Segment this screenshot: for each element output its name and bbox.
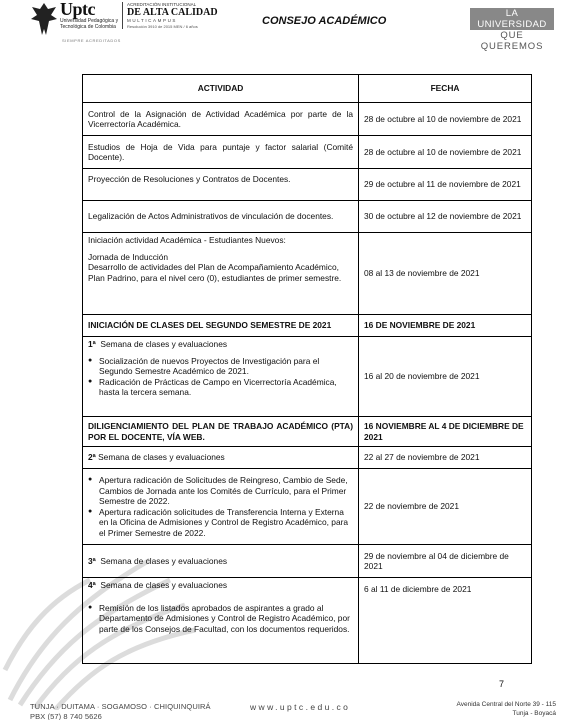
date-cell: 28 de octubre al 10 de noviembre de 2021	[359, 103, 532, 136]
date-cell: 29 de noviembre al 04 de diciembre de 2021	[359, 545, 532, 578]
table-row	[83, 201, 532, 233]
table-row	[83, 233, 532, 315]
slogan-line-2: QUE QUEREMOS	[480, 30, 544, 52]
table-row	[83, 169, 532, 201]
university-logo	[60, 0, 124, 30]
bullet-item: ● Remisión de los listados aprobados de aspirantes a grado al Departamento de Admisiones y Control de Registro Académico, por parte de los Consejos de Facultad, con los documentos requeridos.	[88, 603, 353, 635]
page-header	[0, 0, 583, 52]
date-cell: 6 al 11 de diciembre de 2021	[359, 578, 532, 664]
activity-cell: INICIACIÓN DE CLASES DEL SEGUNDO SEMESTRE DE 2021	[83, 315, 359, 337]
week-heading	[88, 580, 353, 591]
table-row	[83, 417, 532, 447]
bullet-item: ● Radicación de Prácticas de Campo en Vicerrectoría Académica, hasta la tercera semana.	[88, 377, 353, 398]
activity-intro: Iniciación actividad Académica - Estudiantes Nuevos:	[88, 235, 286, 245]
date-cell: 16 al 20 de noviembre de 2021	[359, 337, 532, 417]
date-cell: 29 de octubre al 11 de noviembre de 2021	[359, 169, 532, 201]
column-header-activity: ACTIVIDAD	[83, 75, 359, 103]
page-number: 7	[499, 679, 505, 689]
table-header-row	[83, 75, 532, 103]
accreditation-block	[122, 2, 219, 29]
activity-cell: DILIGENCIAMIENTO DEL PLAN DE TRABAJO ACADÉMICO (PTA) POR EL DOCENTE, VÍA WEB.	[83, 417, 359, 447]
week-text: Semana de clases y evaluaciones	[100, 580, 228, 590]
activity-cell: Legalización de Actos Administrativos de vinculación de docentes.	[83, 201, 359, 233]
table-row	[83, 545, 532, 578]
week-text: Semana de clases y evaluaciones	[100, 555, 228, 566]
date-cell: 30 de octubre al 12 de noviembre de 2021	[359, 201, 532, 233]
footer-website-link[interactable]: www.uptc.edu.co	[250, 702, 351, 712]
page-title: CONSEJO ACADÉMICO	[262, 15, 387, 27]
academic-calendar-table	[82, 74, 532, 664]
activity-cell: Control de la Asignación de Actividad Académica por parte de la Vicerrectoría Académica.	[83, 103, 359, 136]
table-row	[83, 447, 532, 469]
footer-cities: TUNJA · DUITAMA · SOGAMOSO · CHIQUINQUIRÁ	[30, 702, 211, 711]
table-row	[83, 136, 532, 169]
date-cell: 22 de noviembre de 2021	[359, 469, 532, 545]
footer-address-line-1: Avenida Central del Norte 39 - 115	[456, 701, 556, 708]
logo-subtitle-1: Universidad Pedagógica y	[60, 18, 119, 24]
date-cell: 16 NOVIEMBRE AL 4 DE DICIEMBRE DE 2021	[359, 417, 532, 447]
logo-wordmark: Uptc	[60, 0, 95, 19]
date-cell: 08 al 13 de noviembre de 2021	[359, 233, 532, 315]
date-cell: 16 DE NOVIEMBRE DE 2021	[359, 315, 532, 337]
date-cell: 22 al 27 de noviembre de 2021	[359, 447, 532, 469]
footer-address	[434, 700, 556, 718]
activity-cell	[83, 578, 359, 664]
week-number: 2ª	[88, 452, 96, 463]
footer-address-line-2: Tunja - Boyacá	[512, 710, 556, 717]
logo-subtitle-2: Tecnológica de Colombia	[60, 24, 116, 30]
activity-detail: Desarrollo de actividades del Plan de Acompañamiento Académico, Plan Padrino, para el nivel cero (0), estudiantes de primer semestre.	[88, 262, 342, 283]
activity-subline: Jornada de Inducción	[88, 251, 169, 262]
accreditation-line-2: DE ALTA CALIDAD	[127, 7, 218, 18]
table-row	[83, 315, 532, 337]
bullet-item: ● Socialización de nuevos Proyectos de Investigación para el Segundo Semestre Académico de 2021.	[88, 356, 353, 377]
table-row	[83, 337, 532, 417]
bullet-item: ● Apertura radicación de Solicitudes de Reingreso, Cambio de Sede, Cambios de Jornada ante los Comités de Currículo, para el Primer Semestre de 2022.	[88, 475, 353, 507]
accreditation-line-1: ACREDITACIÓN INSTITUCIONAL	[127, 2, 197, 7]
activity-cell	[83, 469, 359, 545]
week-heading	[88, 339, 353, 350]
footer-pbx: PBX (57) 8 740 5626	[30, 712, 102, 720]
week-number: 3ª	[88, 555, 96, 566]
activity-cell	[83, 545, 359, 578]
activity-cell: Proyección de Resoluciones y Contratos de Docentes.	[83, 169, 359, 201]
week-text: Semana de clases y evaluaciones	[100, 339, 228, 349]
slogan	[470, 8, 554, 52]
activity-cell	[83, 337, 359, 417]
activity-cell	[83, 447, 359, 469]
accreditation-line-3: MULTICAMPUS	[127, 18, 178, 23]
week-text: Semana de clases y evaluaciones	[98, 452, 225, 463]
table-row	[83, 103, 532, 136]
column-header-date: FECHA	[359, 75, 532, 103]
date-cell: 28 de octubre al 10 de noviembre de 2021	[359, 136, 532, 169]
week-number: 4ª	[88, 580, 96, 590]
week-number: 1ª	[88, 339, 96, 349]
accreditation-line-4: Resolución 3910 de 2015 MEN / 6 años	[127, 24, 198, 29]
table-row	[83, 469, 532, 545]
activity-cell	[83, 233, 359, 315]
table-row	[83, 578, 532, 664]
footer-cities-block	[30, 702, 211, 720]
activity-cell: Estudios de Hoja de Vida para puntaje y factor salarial (Comité Docente).	[83, 136, 359, 169]
eagle-logo-icon	[30, 1, 58, 37]
logo-tagline: SIEMPRE ACREDITADOS	[62, 38, 121, 43]
slogan-line-1: LA UNIVERSIDAD	[470, 8, 554, 30]
bullet-item: ● Apertura radicación solicitudes de Transferencia Interna y Externa en la Oficina de Admisiones y Control de Registro Académico, para el Primer Semestre de 2022.	[88, 507, 353, 539]
